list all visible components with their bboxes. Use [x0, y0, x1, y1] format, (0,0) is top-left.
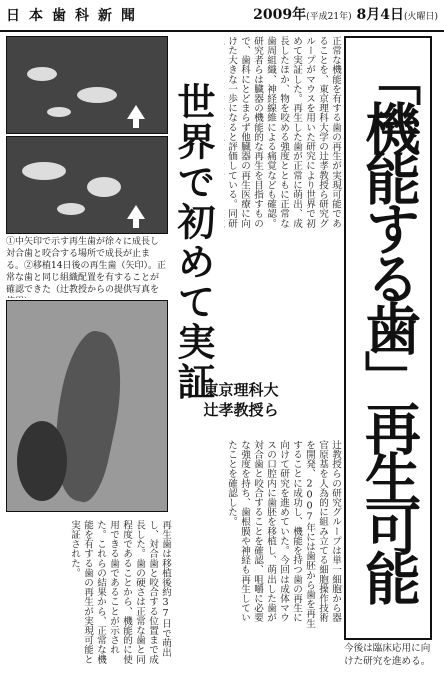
article-body-right: 今後は臨床応用に向けた研究を進める。 [344, 643, 431, 667]
masthead [0, 0, 444, 32]
affiliation [176, 380, 306, 420]
arrow-icon [127, 105, 145, 119]
subheadline: 世界で初めて実証 [171, 82, 216, 402]
paper-name: 日本歯科新聞 [6, 8, 144, 24]
date-day: 8月4日 [356, 7, 404, 23]
publication-date [253, 4, 438, 24]
photo-tissue-section [6, 300, 168, 512]
article-body-middle: 辻教授らの研究グループは単一細胞から器官原基を人為的に組み立てる細胞操作技術を開発、2007年には歯胚から歯を再生することに成功し、機能を持つ歯の再生に向けて研究を進めていた。今回は成体マウスの口腔内に歯胚を移植し、萌出した歯が対合歯と咬合することを確認、咀嚼に必要な強度を持ち、歯根膜や神経も再生していたことを確認した。 [226, 440, 341, 628]
photo-caption: ①中矢印で示す再生歯が徐々に成長し対合歯と咬合する場所で成長が止まる。②移植14日後の再生歯（矢印）。正常な歯と同じ組織配置を有することが確認できた（辻教授からの提供写真を [6, 237, 166, 295]
affiliation-researcher: 辻孝教授ら [203, 401, 279, 419]
photo-regenerated-tooth-2 [6, 136, 168, 234]
date-weekday: (火曜日) [403, 12, 438, 22]
date-era: (平成21年) [306, 12, 352, 22]
arrow-icon [127, 205, 145, 219]
affiliation-university: 東京理科大 [203, 381, 279, 399]
date-year: 2009年 [253, 7, 307, 23]
article-body-bottom: 再生歯は移植後約37日で萌出し、対合歯と咬合する位置まで成長した。歯の硬さは正常な歯と同程度であることから、機能的に使用できる歯であることが示された。これらの結果から、正常な機能を有する歯の再生が実現可能と実証された。 [69, 520, 171, 664]
article-body-lead: 正常な機能を有する歯の再生が実現可能であることを、東京理科大学の辻孝教授ら研究グループがマウスを用いた研究により世界で初めて実証した。再生した歯が正常に萌出、成長したほか、物を咬める強度とともに正常な歯周組織、神経線維による痛覚なども確認。研究者らは臓器の機能的な再生を目指すもので、歯科にとどまらず他臓器の再生医療に向けた大きな一歩になると評価している。同研 [226, 36, 341, 228]
headline: 「機能する歯」再生可能 [356, 50, 421, 600]
photo-regenerated-tooth-1 [6, 36, 168, 134]
